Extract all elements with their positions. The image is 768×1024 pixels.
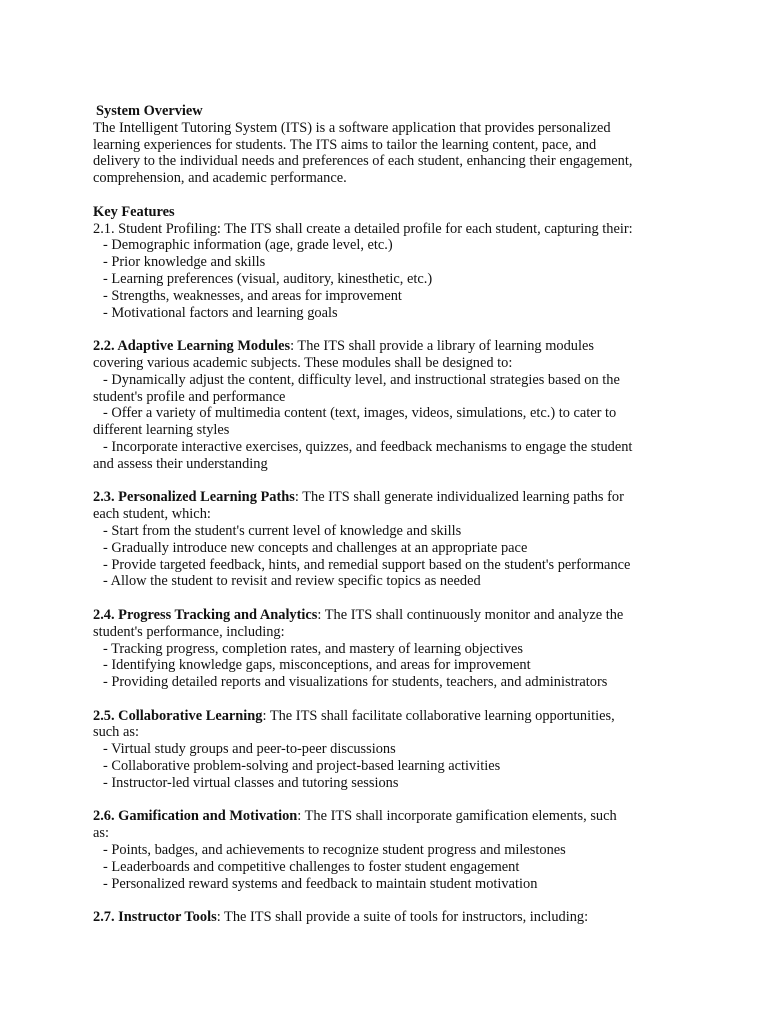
overview-title: System Overview: [96, 103, 203, 119]
section-2-2-intro: [93, 338, 693, 355]
section-2-2-intro-cont: covering various academic subjects. These modules shall be designed to:: [93, 354, 513, 371]
section-2-7-intro-text: : The ITS shall provide a suite of tools for instructors, including:: [216, 909, 589, 926]
list-item: - Instructor-led virtual classes and tutoring sessions: [103, 774, 399, 791]
list-item: - Points, badges, and achievements to recognize student progress and milestones: [103, 842, 566, 859]
list-item: - Allow the student to revisit and review specific topics as needed: [103, 573, 481, 590]
list-item: - Prior knowledge and skills: [103, 254, 266, 271]
list-item-cont: and assess their understanding: [93, 455, 268, 472]
section-2-3-heading: 2.3. Personalized Learning Paths: [93, 489, 295, 506]
list-item: - Collaborative problem-solving and project-based learning activities: [103, 758, 501, 775]
list-item-cont: different learning styles: [93, 422, 230, 439]
list-item: - Motivational factors and learning goals: [103, 304, 338, 321]
list-item: - Virtual study groups and peer-to-peer discussions: [103, 741, 396, 758]
section-2-5-intro-cont: such as:: [93, 724, 139, 741]
list-item: - Learning preferences (visual, auditory, kinesthetic, etc.): [103, 270, 433, 287]
section-2-4-heading: 2.4. Progress Tracking and Analytics: [93, 606, 318, 623]
list-item: - Demographic information (age, grade level, etc.): [103, 237, 393, 254]
list-item: - Gradually introduce new concepts and challenges at an appropriate pace: [103, 539, 528, 556]
section-2-1-intro: 2.1. Student Profiling: The ITS shall create a detailed profile for each student, capturing their:: [93, 220, 633, 237]
list-item: - Personalized reward systems and feedback to maintain student motivation: [103, 875, 538, 892]
list-item: - Start from the student's current level of knowledge and skills: [103, 522, 462, 539]
section-2-2-heading: 2.2. Adaptive Learning Modules: [93, 338, 291, 355]
section-2-3-intro-text: : The ITS shall generate individualized learning paths for: [294, 489, 624, 506]
list-item: - Dynamically adjust the content, difficulty level, and instructional strategies based on the: [103, 371, 620, 388]
list-item-cont: student's profile and performance: [93, 388, 286, 405]
list-item: - Offer a variety of multimedia content (text, images, videos, simulations, etc.) to cater to: [103, 405, 617, 422]
section-2-5-intro-text: : The ITS shall facilitate collaborative learning opportunities,: [262, 707, 615, 724]
overview-line: The Intelligent Tutoring System (ITS) is a software application that provides personalized: [93, 119, 611, 136]
list-item: - Provide targeted feedback, hints, and remedial support based on the student's performance: [103, 556, 631, 573]
section-2-6-intro-cont: as:: [93, 825, 109, 842]
section-2-5-intro: [93, 708, 693, 725]
section-2-3-intro-cont: each student, which:: [93, 506, 211, 523]
overview-line: learning experiences for students. The ITS aims to tailor the learning content, pace, and: [93, 136, 597, 153]
overview-line: comprehension, and academic performance.: [93, 170, 347, 187]
document-page: [93, 103, 693, 926]
overview-line: delivery to the individual needs and preferences of each student, enhancing their engagement,: [93, 153, 633, 170]
section-2-7-intro: [93, 909, 693, 926]
section-2-6-heading: 2.6. Gamification and Motivation: [93, 808, 298, 825]
section-2-6-intro: [93, 808, 693, 825]
list-item: - Tracking progress, completion rates, and mastery of learning objectives: [103, 640, 524, 657]
section-2-5-heading: 2.5. Collaborative Learning: [93, 707, 263, 724]
section-2-4-intro: [93, 607, 693, 624]
section-2-2-intro-text: : The ITS shall provide a library of learning modules: [290, 338, 594, 355]
section-2-4-intro-cont: student's performance, including:: [93, 623, 285, 640]
list-item: - Strengths, weaknesses, and areas for improvement: [103, 287, 402, 304]
section-2-4-intro-text: : The ITS shall continuously monitor and analyze the: [317, 606, 624, 623]
section-2-3-intro: [93, 489, 693, 506]
list-item: - Providing detailed reports and visualizations for students, teachers, and administrators: [103, 674, 608, 691]
key-features-title: Key Features: [93, 203, 175, 220]
section-2-6-intro-text: : The ITS shall incorporate gamification elements, such: [297, 808, 617, 825]
section-2-7-heading: 2.7. Instructor Tools: [93, 909, 217, 926]
list-item: - Identifying knowledge gaps, misconceptions, and areas for improvement: [103, 657, 531, 674]
list-item: - Incorporate interactive exercises, quizzes, and feedback mechanisms to engage the student: [103, 438, 633, 455]
list-item: - Leaderboards and competitive challenges to foster student engagement: [103, 858, 520, 875]
